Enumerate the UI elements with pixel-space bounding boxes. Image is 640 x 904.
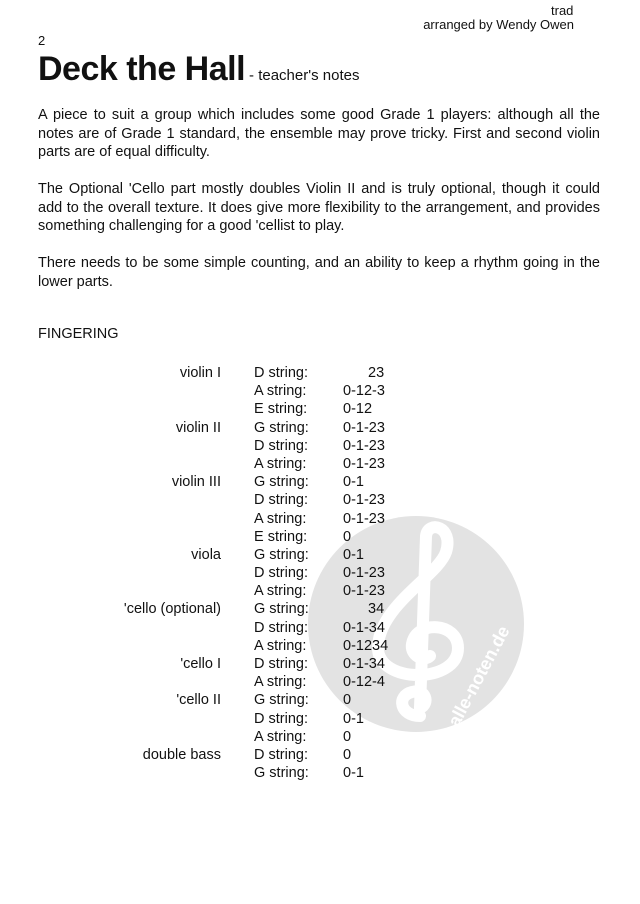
string-name: A string:: [254, 583, 307, 600]
string-name: D string:: [254, 492, 308, 509]
page-title: Deck the Hall: [38, 50, 246, 88]
finger-pattern: 0: [343, 728, 352, 745]
fingering-row: [0, 728, 640, 746]
finger-pattern: 0-1-34: [343, 656, 385, 672]
string-name: G string:: [254, 474, 309, 491]
string-name: G string:: [254, 765, 309, 782]
fingering-row: [0, 419, 640, 437]
string-name: A string:: [254, 674, 307, 691]
fingering-row: [0, 528, 640, 546]
finger-pattern: 0-1: [343, 474, 364, 491]
page-number: 2: [38, 33, 46, 48]
fingering-row: [0, 455, 640, 473]
fingering-heading: FINGERING: [38, 326, 119, 342]
instrument-name: 'cello II: [176, 692, 221, 709]
finger-pattern: 0: [343, 692, 352, 709]
fingering-table: [0, 364, 640, 782]
string-name: A string:: [254, 728, 307, 745]
fingering-row: [0, 619, 640, 637]
fingering-row: [0, 637, 640, 655]
finger-pattern: 0-12-3: [343, 383, 385, 400]
title-line: [38, 50, 359, 89]
instrument-name: viola: [191, 546, 221, 563]
fingering-row: [0, 546, 640, 564]
fingering-row: [0, 691, 640, 709]
fingering-row: [0, 746, 640, 764]
instrument-name: violin II: [175, 419, 221, 436]
finger-pattern: 0-1-23: [343, 565, 385, 582]
instrument-name: 'cello I: [180, 656, 221, 672]
finger-pattern: 0-1: [343, 765, 364, 782]
fingering-row: [0, 400, 640, 418]
intro-paragraph: A piece to suit a group which includes some good Grade 1 players: although all the notes are of Grade 1 standard, the ensemble may prove tricky. First and second violin parts are of equal difficulty.: [38, 107, 600, 160]
finger-pattern: 0-1-34: [343, 619, 385, 636]
finger-pattern: 23: [368, 365, 385, 381]
string-name: G string:: [254, 419, 309, 436]
finger-pattern: 34: [368, 601, 385, 618]
instrument-name: 'cello (optional): [123, 601, 221, 618]
string-name: D string:: [254, 656, 308, 672]
finger-pattern: 0-1: [343, 546, 364, 563]
fingering-row: [0, 582, 640, 600]
finger-pattern: 0-1-23: [343, 455, 385, 472]
fingering-row: [0, 655, 640, 673]
string-name: D string:: [254, 746, 308, 763]
fingering-row: [0, 764, 640, 782]
string-name: D string:: [254, 565, 308, 582]
finger-pattern: 0-1-23: [343, 583, 385, 600]
finger-pattern: 0-1: [343, 710, 364, 727]
string-name: D string:: [254, 710, 308, 727]
finger-pattern: 0-1-23: [343, 437, 385, 454]
string-name: E string:: [254, 528, 308, 545]
fingering-row: [0, 710, 640, 728]
fingering-row: [0, 510, 640, 528]
fingering-row: [0, 491, 640, 509]
instrument-name: violin III: [171, 474, 221, 491]
string-name: A string:: [254, 383, 307, 400]
string-name: G string:: [254, 601, 309, 618]
arranger-credit: arranged by Wendy Owen: [423, 17, 574, 32]
finger-pattern: 0-1-23: [343, 419, 385, 436]
instrument-name: double bass: [142, 746, 221, 763]
trad-label: trad: [551, 3, 574, 18]
fingering-row: [0, 473, 640, 491]
finger-pattern: 0-12-4: [343, 674, 385, 691]
finger-pattern: 0-1234: [343, 637, 389, 654]
string-name: D string:: [254, 437, 308, 454]
string-name: G string:: [254, 546, 309, 563]
finger-pattern: 0-12: [343, 401, 373, 418]
string-name: A string:: [254, 455, 307, 472]
fingering-row: [0, 564, 640, 582]
rhythm-paragraph: There needs to be some simple counting, and an ability to keep a rhythm going in the lower parts.: [38, 255, 600, 290]
finger-pattern: 0-1-23: [343, 492, 385, 509]
string-name: D string:: [254, 365, 308, 381]
instrument-name: violin I: [179, 365, 221, 381]
page-subtitle: - teacher's notes: [249, 67, 360, 84]
string-name: E string:: [254, 401, 308, 418]
fingering-row: [0, 673, 640, 691]
finger-pattern: 0-1-23: [343, 510, 385, 527]
string-name: A string:: [254, 637, 307, 654]
string-name: G string:: [254, 692, 309, 709]
fingering-row: [0, 437, 640, 455]
watermark-text: alle-noten.de: [443, 622, 514, 730]
string-name: A string:: [254, 510, 307, 527]
finger-pattern: 0: [343, 746, 352, 763]
cello-paragraph: The Optional 'Cello part mostly doubles Violin II and is truly optional, though it could add to the overall texture. It does give more flexibility to the arrangement, and provides something challenging for a good 'cellist to play.: [38, 181, 600, 234]
fingering-row: [0, 600, 640, 618]
fingering-row: [0, 382, 640, 400]
string-name: D string:: [254, 619, 308, 636]
fingering-row: [0, 364, 640, 382]
finger-pattern: 0: [343, 528, 352, 545]
